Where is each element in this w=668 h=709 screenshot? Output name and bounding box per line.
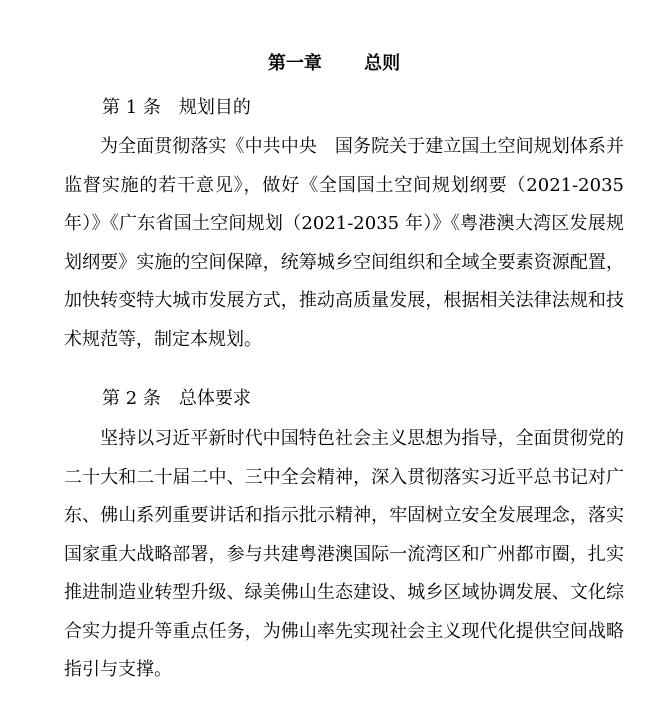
article-2-heading: 第 2 条 总体要求 bbox=[102, 388, 251, 409]
chapter-title: 第一章 总则 bbox=[267, 53, 401, 74]
article-2-body: 坚持以习近平新时代中国特色社会主义思想为指导，全面贯彻党的二十大和二十届二中、三中全会精神，深入贯彻落实习近平总书记对广东、佛山系列重要讲话和指示批示精神，牢固树立安全发展理念，落实国家重大战略部署，参与共建粤港澳国际一流湾区和广州都市圈，扎实推进制造业转型升级、绿美佛山生态建设、城乡区域协调发展、文化综合实力提升等重点任务，为佛山率先实现社会主义现代化提供空间战略指引与支撑。 bbox=[64, 428, 624, 680]
article-1-body: 为全面贯彻落实《中共中央 国务院关于建立国土空间规划体系并监督实施的若干意见》，做好《全国国土空间规划纲要（2021-2035年）》《广东省国土空间规划（2021-2035 年）》《粤港澳大湾区发展规划纲要》实施的空间保障，统筹城乡空间组织和全域全要素资源配置，加快转变特大城市发展方式，推动高质量发展，根据相关法律法规和技术规范等，制定本规划。 bbox=[64, 136, 624, 350]
article-1-heading: 第 1 条 规划目的 bbox=[102, 97, 251, 118]
